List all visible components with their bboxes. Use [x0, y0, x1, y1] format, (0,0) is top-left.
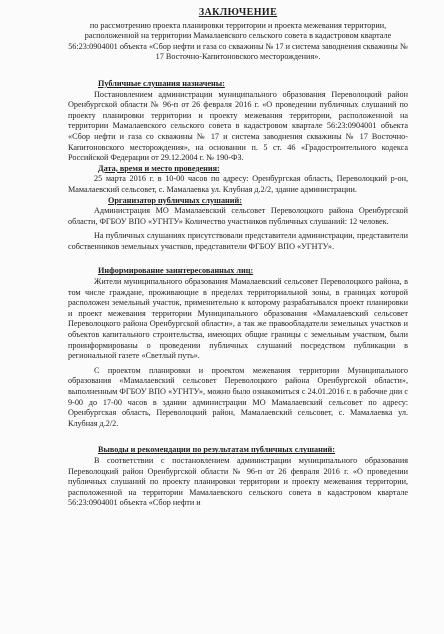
document-subject: по рассмотрению проекта планировки территории и проекта межевания территории, расположенной на территории Мамалаевского сельского совета в кадастровом квартале 56:23:0904001 объекта «Сбор нефти и газа со скважины № 17 и система заводнения скважины № 17 Восточно-Капитоновского месторождения».	[68, 20, 408, 62]
conclusions-heading: Выводы и рекомендации по результатам публичных слушаний:	[98, 445, 336, 455]
conclusions-text: В соответствии с постановлением администрации муниципального образования Переволоцкий район Оренбургской области № 96-п от 26 февраля 2016 г. «О проведении публичных слушаний по проекту планировки территории и проекту межевания территории, расположенной на территории Мамалаевского сельского совета в кадастровом квартале 56:23:0904001 объекта «Сбор нефти и	[68, 455, 408, 508]
public-hearings-heading: Публичные слушания назначены:	[98, 78, 225, 88]
organizer-heading: Организатор публичных слушаний:	[108, 195, 242, 205]
date-place-heading: Дата, время и место проведения:	[98, 163, 220, 173]
informing-text: Жители муниципального образования Мамалаевский сельсовет Переволоцкого района, в том числе граждане, проживающие в пределах территориальной зоны, в границах которой расположен земельный участок, применительно к которому разрабатывался проект планировки и проект межевания территории Муниципального образования «Мамалаевский сельсовет Переволоцкого района Оренбургской области», а так же правообладатели земельных участков и объектов капитального строительства, имеющих общие границы с земельным участком, были проинформированы о проведении публичных слушаний посредством публикации в региональной газете «Светлый путь».	[68, 277, 408, 361]
informing-heading: Информирование заинтересованных лиц:	[98, 266, 254, 276]
organizer-text: Администрация МО Мамалаевский сельсовет Переволоцкого района Оренбургской области, ФГБОУ ВПО «УГНТУ» Количество участников публичных слушаний: 12 человек.	[68, 206, 408, 226]
section-public-hearings	[68, 79, 408, 164]
public-hearings-text: Постановлением администрации муниципального образования Переволоцкий район Оренбургской области № 96-п от 26 февраля 2016 г. «О проведении публичных слушаний по проекту планировки территории и проекту межевания территории, расположенной на территории Мамалаевского сельского совета в кадастровом квартале 56:23:0904001 объекта «Сбор нефти и газа со скважины № 17 и система заводнения скважины № 17 Восточно-Капитоновского месторождения», на основании п. 5 ст. 46 «Градостроительного кодекса Российской Федерации от 29.12.2004 г. № 190-ФЗ.	[68, 89, 408, 163]
section-date-place	[68, 164, 408, 196]
section-conclusions	[68, 445, 408, 509]
informing-text-review: С проектом планировки и проектом межевания территории Муниципального образования «Мамалаевский сельсовет Переволоцкого района Оренбургской области», выполненным ФГБОУ ВПО «УГНТУ», можно было ознакомиться с 24.01.2016 г. в рабочие дни с 9-00 до 17-00 часов в здании администрации МО Мамалаевский сельсовет по адресу: Оренбургская область, Переволоцкий район, Мамалаевский сельсовет, с. Мамалаевка ул. Клубная д.2/2.	[68, 365, 408, 428]
section-informing	[68, 266, 408, 429]
document-title: ЗАКЛЮЧЕНИЕ	[198, 7, 278, 18]
section-organizer	[68, 196, 408, 253]
organizer-text-attendees: На публичных слушаниях присутствовали представители администрации, представители собственников земельных участков, представители ФГБОУ ВПО «УГНТУ».	[68, 231, 408, 251]
date-place-text: 25 марта 2016 г. в 10-00 часов по адресу: Оренбургская область, Переволоцкий р-он, Мамалаевский сельсовет, с. Мамалаевка ул. Клубная д.2/2, здание администрации.	[68, 174, 408, 194]
